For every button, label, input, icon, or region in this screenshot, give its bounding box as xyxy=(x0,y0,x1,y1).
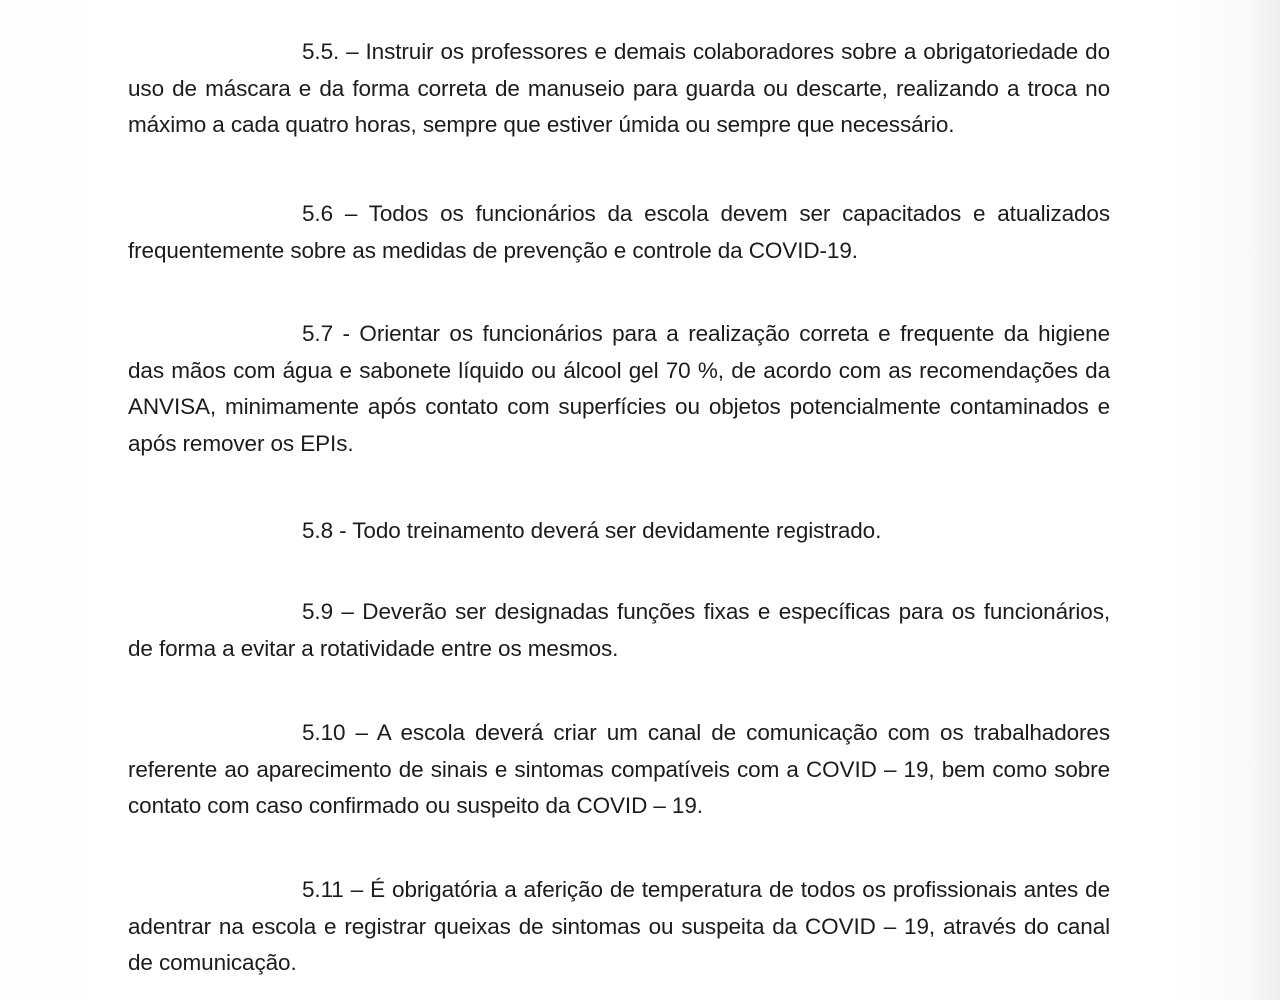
paragraph-5-8: 5.8 - Todo treinamento deverá ser devidamente registrado. xyxy=(302,518,882,543)
paragraph-5-10: 5.10 – A escola deverá criar um canal de comunicação com os trabalhadores referente ao aparecimento de sinais e sintomas compatíveis com a COVID – 19, bem como sobre contato com caso confirmado ou suspeito da COVID – 19. xyxy=(128,720,1110,818)
scan-shadow-edge xyxy=(1250,0,1280,1000)
paragraph-5-11: 5.11 – É obrigatória a aferição de temperatura de todos os profissionais antes de adentrar na escola e registrar queixas de sintomas ou suspeita da COVID – 19, através do canal de comunicação. xyxy=(128,877,1110,975)
paragraph-5-5: 5.5. – Instruir os professores e demais colaboradores sobre a obrigatoriedade do uso de máscara e da forma correta de manuseio para guarda ou descarte, realizando a troca no máximo a cada quatro horas, sempre que estiver úmida ou sempre que necessário. xyxy=(128,39,1110,137)
paragraph-5-6: 5.6 – Todos os funcionários da escola devem ser capacitados e atualizados frequentemente sobre as medidas de prevenção e controle da COVID-19. xyxy=(128,201,1110,263)
paragraph-5-9: 5.9 – Deverão ser designadas funções fixas e específicas para os funcionários, de forma a evitar a rotatividade entre os mesmos. xyxy=(128,599,1110,661)
paragraph-5-7: 5.7 - Orientar os funcionários para a realização correta e frequente da higiene das mãos com água e sabonete líquido ou álcool gel 70 %, de acordo com as recomendações da ANVISA, minimamente após contato com superfícies ou objetos potencialmente contaminados e após remover os EPIs. xyxy=(128,321,1110,456)
